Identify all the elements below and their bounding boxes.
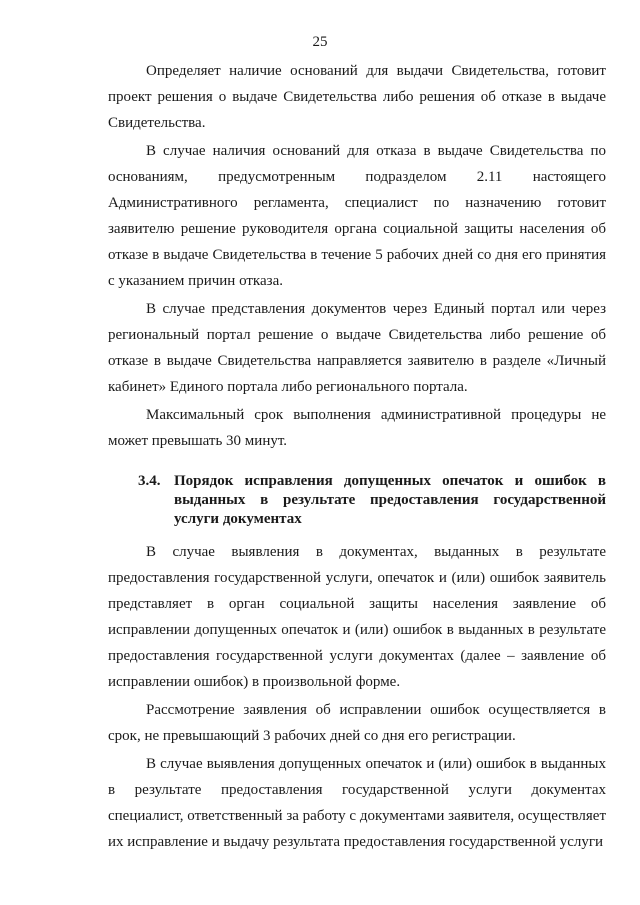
paragraph-max-duration: Максимальный срок выполнения административной процедуры не может превышать 30 минут.	[108, 407, 606, 449]
paragraph-refusal-grounds: В случае наличия оснований для отказа в выдаче Свидетельства по основаниям, предусмотренным подразделом 2.11 настоящего Административного регламента, специалист по назначению готовит заявителю решение руководителя органа социальной защиты населения об отказе в выдаче Свидетельства в течение 5 рабочих дней со дня его принятия с указанием причин отказа.	[108, 143, 606, 289]
paragraph-review-period: Рассмотрение заявления об исправлении ошибок осуществляется в срок, не превышающий 3 рабочих дней со дня его регистрации.	[108, 702, 606, 744]
paragraph-error-detection: В случае выявления в документах, выданных в результате предоставления государственной услуги, опечаток и (или) ошибок заявитель представляет в орган социальной защиты населения заявление об исправлении допущенных опечаток и (или) ошибок в выданных в результате предоставления государственной услуги документах (далее – заявление об исправлении ошибок) в произвольной форме.	[108, 544, 606, 690]
section-title: Порядок исправления допущенных опечаток и ошибок в выданных в результате предоставления государственной услуги документах	[174, 473, 606, 527]
paragraph-correction-process: В случае выявления допущенных опечаток и (или) ошибок в выданных в результате предоставления государственной услуги документах специалист, ответственный за работу с документами заявителя, осуществляет их исправление и выдачу результата предоставления государственной услуги	[108, 756, 606, 850]
paragraph-grounds-check: Определяет наличие оснований для выдачи Свидетельства, готовит проект решения о выдаче Свидетельства либо решения об отказе в выдаче Свидетельства.	[108, 63, 606, 131]
document-body	[108, 58, 606, 855]
section-heading	[108, 472, 606, 529]
page-number: 25	[312, 34, 328, 50]
section-number: 3.4.	[138, 473, 161, 489]
paragraph-portal-submission: В случае представления документов через Единый портал или через региональный портал решение о выдаче Свидетельства либо решение об отказе в выдаче Свидетельства направляется заявителю в разделе «Личный кабинет» Единого портала либо регионального портала.	[108, 301, 606, 395]
